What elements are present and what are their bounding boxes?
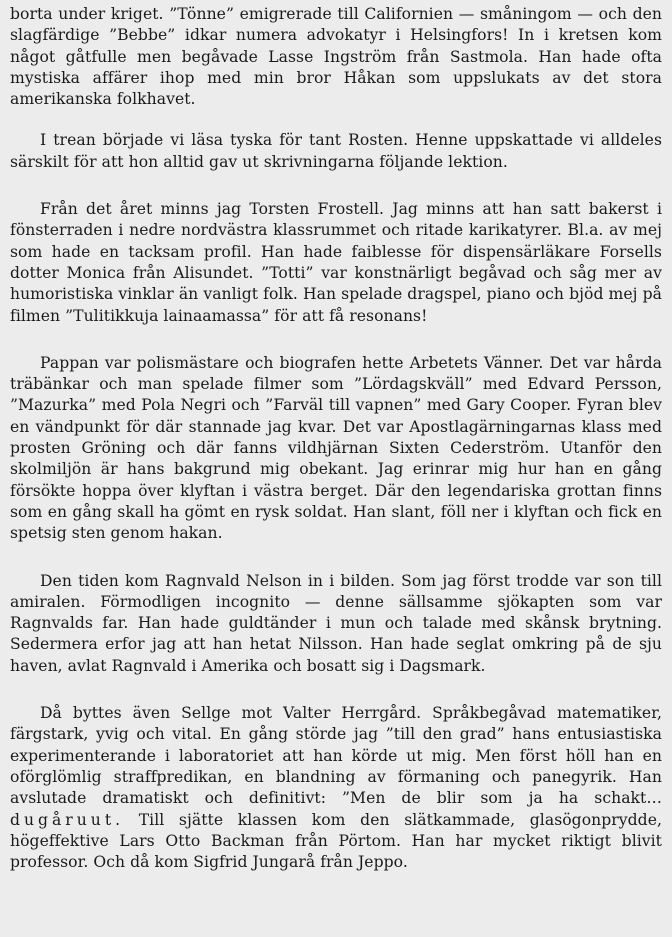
paragraph-5: Den tiden kom Ragnvald Nelson in i bilden. Som jag först trodde var son till amiralen. Förmodligen incognito — denne sällsamme sjökapten som var Ragnvalds far. Han hade guldtänder i mun och talade med skånsk brytning. Sedermera erfor jag att han hetat Nilsson. Han hade seglat omkring på de sju haven, avlat Ragnvald i Amerika och bosatt sig i Dagsmark. <box>10 571 662 675</box>
paragraph-6-text-end: Till sjätte klassen kom den slätkammade, glasögonprydde, högeffektive Lars Otto Backman från Pörtom. Han har mycket riktigt blivit professor. Och då kom Sigfrid Jungarå från Jeppo. <box>10 810 662 872</box>
book-page <box>10 4 662 873</box>
paragraph-1: borta under kriget. ”Tönne” emigrerade till Californien — småningom — och den slagfärdige ”Bebbe” idkar numera advokatyr i Helsingfors! In i kretsen kom något gåtfulle men begåvade Lasse Ingström från Sastmola. Han hade ofta mystiska affärer ihop med min bror Håkan som uppslukats av det stora amerikanska folkhavet. <box>10 5 662 109</box>
paragraph-3: Från det året minns jag Torsten Frostell. Jag minns att han satt bakerst i fönsterraden i nedre nordvästra klassrummet och ritade karikatyrer. Bl.a. av mej som hade en tacksam profil. Han hade faiblesse för dispensärläkare Forsells dotter Monica från Alisundet. ”Totti” var konstnärligt begåvad och såg mer av humoristiska vinklar än vanligt folk. Han spelade dragspel, piano och bjöd mej på filmen ”Tulitikkuja lainaamassa” för att få resonans! <box>10 200 662 325</box>
paragraph-2: I trean började vi läsa tyska för tant Rosten. Henne uppskattade vi alldeles särskilt för att hon alltid gav ut skrivningarna följande lektion. <box>10 131 662 171</box>
paragraph-6 <box>10 703 662 873</box>
paragraph-6-text-start: Då byttes även Sellge mot Valter Herrgård. Språkbegåvad matematiker, färgstark, yvig och vital. En gång störde jag ”till den grad” hans entusiastiska experimenterande i laboratoriet att han körde ut mig. Men först höll han en oförglömlig straffpredikan, en blandning av förmaning och panegyrik. Han avslutade dramatiskt och definitivt: ”Men de blir som ja ha schakt… <box>10 704 662 808</box>
paragraph-6-spaced-quote: dugåruut. <box>10 810 125 829</box>
paragraph-4: Pappan var polismästare och biografen hette Arbetets Vänner. Det var hårda träbänkar och man spelade filmer som ”Lördagskväll” med Edvard Persson, ”Mazurka” med Pola Negri och ”Farväl till vapnen” med Gary Cooper. Fyran blev en vändpunkt för där stannade jag kvar. Det var Apostlagärningarnas klass med prosten Gröning och där fanns vildhjärnan Sixten Cederström. Utanför den skolmiljön är hans bakgrund mig obekant. Jag erinrar mig hur han en gång försökte hoppa över klyftan i västra berget. Där den legendariska grottan finns som en gång skall ha gömt en rysk soldat. Han slant, föll ner i klyftan och fick en spetsig sten genom hakan. <box>10 353 662 543</box>
